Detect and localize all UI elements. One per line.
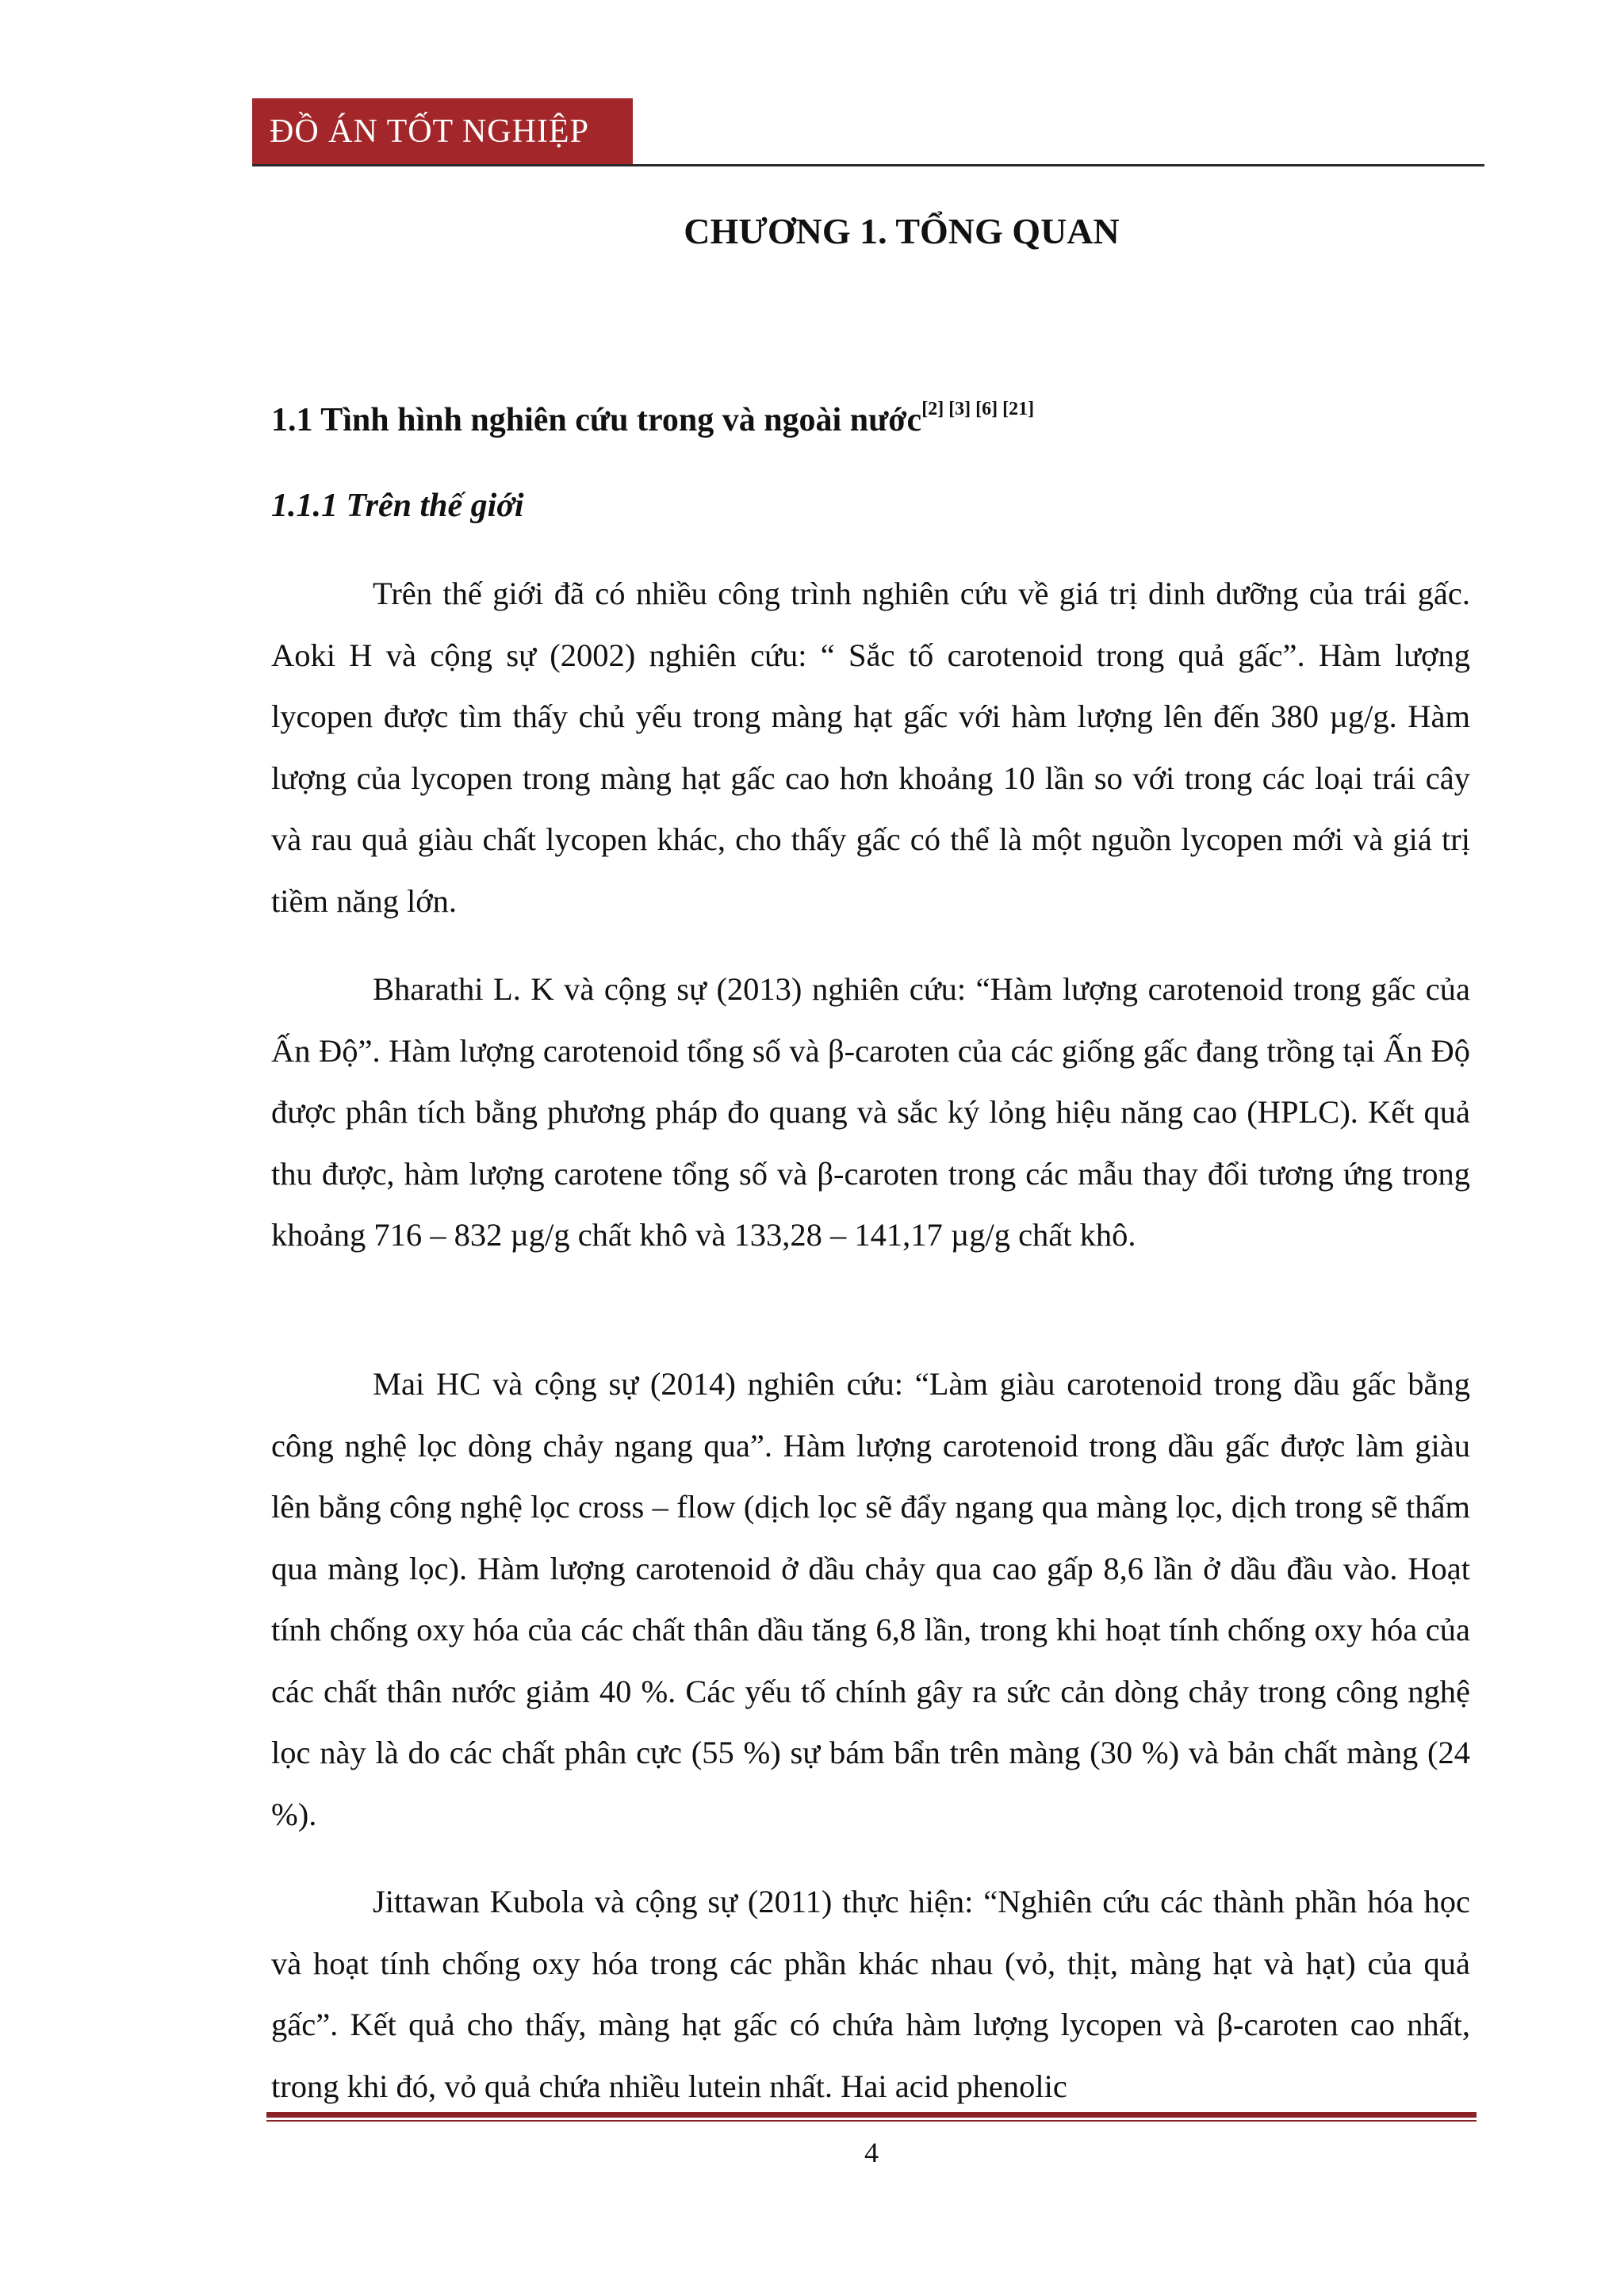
footer-rule-thick [266, 2112, 1477, 2118]
document-header-label: ĐỒ ÁN TỐT NGHIỆP [252, 98, 633, 165]
chapter-title: CHƯƠNG 1. TỔNG QUAN [684, 211, 1120, 251]
body-paragraph: Bharathi L. K và cộng sự (2013) nghiên cứu: “Hàm lượng carotenoid trong gấc của Ấn Độ”. Hàm lượng carotenoid tổng số và β-caroten của các giống gấc đang trồng tại Ấn Độ được phân tích bằng phương pháp đo quang và sắc ký lỏng hiệu năng cao (HPLC). Kết quả thu được, hàm lượng carotene tổng số và β-caroten trong các mẫu thay đổi tương ứng trong khoảng 716 – 832 µg/g chất khô và 133,28 – 141,17 µg/g chất khô. [271, 971, 1470, 1253]
section-heading [271, 396, 1034, 444]
section-heading-text: 1.1 Tình hình nghiên cứu trong và ngoài nước [271, 402, 922, 438]
body-paragraph: Trên thế giới đã có nhiều công trình nghiên cứu về giá trị dinh dưỡng của trái gấc. Aoki H và cộng sự (2002) nghiên cứu: “ Sắc tố carotenoid trong quả gấc”. Hàm lượng lycopen được tìm thấy chủ yếu trong màng hạt gấc với hàm lượng lên đến 380 µg/g. Hàm lượng của lycopen trong màng hạt gấc cao hơn khoảng 10 lần so với trong các loại trái cây và rau quả giàu chất lycopen khác, cho thấy gấc có thể là một nguồn lycopen mới và giá trị tiềm năng lớn. [271, 576, 1470, 919]
subsection-heading: 1.1.1 Trên thế giới [271, 488, 524, 524]
footer-rule-thin [266, 2120, 1477, 2122]
header-rule [252, 164, 1484, 166]
body-paragraph: Jittawan Kubola và cộng sự (2011) thực hiện: “Nghiên cứu các thành phần hóa học và hoạt tính chống oxy hóa trong các phần khác nhau (vỏ, thịt, màng hạt và hạt) của quả gấc”. Kết quả cho thấy, màng hạt gấc có chứa hàm lượng lycopen và β-caroten cao nhất, trong khi đó, vỏ quả chứa nhiều lutein nhất. Hai acid phenolic [271, 1884, 1470, 2104]
section-citation-refs: [2] [3] [6] [21] [921, 399, 1035, 419]
page-number: 4 [864, 2137, 879, 2168]
body-paragraph: Mai HC và cộng sự (2014) nghiên cứu: “Làm giàu carotenoid trong dầu gấc bằng công nghệ lọc dòng chảy ngang qua”. Hàm lượng carotenoid trong dầu gấc được làm giàu lên bằng công nghệ lọc cross – flow (dịch lọc sẽ đẩy ngang qua màng lọc, dịch trong sẽ thấm qua màng lọc). Hàm lượng carotenoid ở dầu chảy qua cao gấp 8,6 lần ở dầu đầu vào. Hoạt tính chống oxy hóa của các chất thân dầu tăng 6,8 lần, trong khi hoạt tính chống oxy hóa của các chất thân nước giảm 40 %. Các yếu tố chính gây ra sức cản dòng chảy trong công nghệ lọc này là do các chất phân cực (55 %) sự bám bẩn trên màng (30 %) và bản chất màng (24 %). [271, 1366, 1470, 1832]
